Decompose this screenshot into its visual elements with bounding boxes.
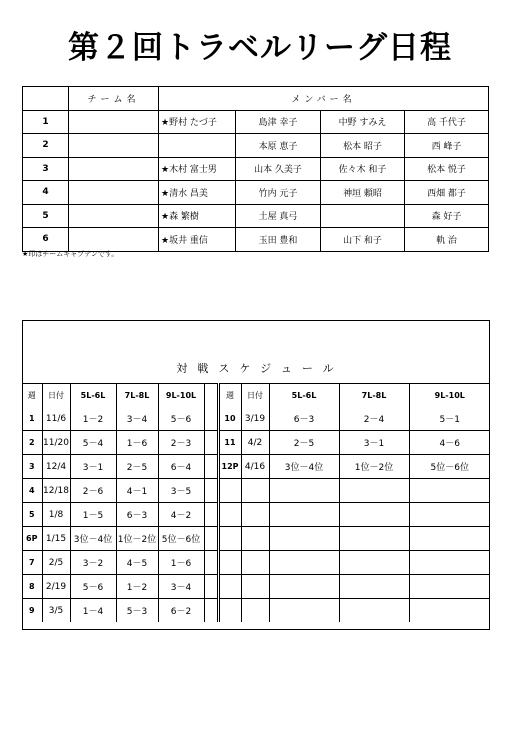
match-7l-8l: 2－4 (339, 407, 409, 431)
week-number (218, 479, 241, 503)
header-week: 週 (218, 384, 241, 408)
schedule-row (22, 407, 490, 431)
match-5l-6l: 6－3 (269, 407, 339, 431)
week-number (218, 551, 241, 575)
team-name (69, 157, 159, 181)
match-5l-6l: 1－2 (70, 407, 116, 431)
match-date: 1/15 (42, 527, 70, 551)
captain-name: ★野村 たづ子 (159, 110, 236, 134)
header-member-names: メンバー名 (159, 87, 489, 111)
match-9l-10l: 3－4 (158, 575, 204, 599)
match-5l-6l: 5－4 (70, 431, 116, 455)
match-5l-6l (269, 479, 339, 503)
match-7l-8l: 1位－2位 (339, 455, 409, 479)
member-name (321, 204, 405, 228)
column-divider (204, 527, 218, 551)
match-7l-8l: 1－6 (116, 431, 158, 455)
match-5l-6l (269, 599, 339, 623)
match-9l-10l: 4－6 (409, 431, 490, 455)
match-9l-10l: 5－6 (158, 407, 204, 431)
captain-name: ★木村 富士男 (159, 157, 236, 181)
week-number: 9 (22, 599, 42, 623)
match-7l-8l: 1－2 (116, 575, 158, 599)
team-number: 6 (23, 228, 69, 252)
match-9l-10l: 5位－6位 (158, 527, 204, 551)
column-divider (204, 479, 218, 503)
team-name (69, 181, 159, 205)
match-7l-8l (339, 503, 409, 527)
match-date (241, 503, 269, 527)
schedule-table (22, 383, 490, 622)
match-5l-6l (269, 527, 339, 551)
match-7l-8l (339, 575, 409, 599)
column-divider (204, 575, 218, 599)
match-7l-8l (339, 479, 409, 503)
member-name: 佐々木 和子 (321, 157, 405, 181)
member-name: 森 好子 (405, 204, 489, 228)
team-name (69, 204, 159, 228)
match-5l-6l: 1－4 (70, 599, 116, 623)
schedule-row (22, 599, 490, 623)
match-date: 11/6 (42, 407, 70, 431)
schedule-row (22, 479, 490, 503)
column-divider (204, 431, 218, 455)
match-date: 2/19 (42, 575, 70, 599)
match-9l-10l (409, 479, 490, 503)
match-9l-10l: 6－4 (158, 455, 204, 479)
column-divider (204, 599, 218, 623)
member-name: 山本 久美子 (236, 157, 321, 181)
column-divider (204, 407, 218, 431)
match-9l-10l (409, 527, 490, 551)
match-9l-10l: 6－2 (158, 599, 204, 623)
week-number: 1 (22, 407, 42, 431)
week-number: 7 (22, 551, 42, 575)
match-date (241, 479, 269, 503)
match-date: 3/19 (241, 407, 269, 431)
match-5l-6l: 2－6 (70, 479, 116, 503)
week-number: 8 (22, 575, 42, 599)
header-date: 日付 (42, 384, 70, 408)
week-number: 10 (218, 407, 241, 431)
header-7l-8l: 7L-8L (116, 384, 158, 408)
week-number: 4 (22, 479, 42, 503)
team-row (23, 157, 489, 181)
header-date: 日付 (241, 384, 269, 408)
member-name: 西 峰子 (405, 134, 489, 158)
page-title: 第２回トラベルリーグ日程 (68, 30, 452, 66)
match-date: 4/2 (241, 431, 269, 455)
match-date: 3/5 (42, 599, 70, 623)
match-date (241, 575, 269, 599)
member-name: 神垣 頼昭 (321, 181, 405, 205)
team-row (23, 204, 489, 228)
team-number: 5 (23, 204, 69, 228)
captain-name: ★坂井 重信 (159, 228, 236, 252)
team-row (23, 181, 489, 205)
match-5l-6l: 2－5 (269, 431, 339, 455)
match-9l-10l: 4－2 (158, 503, 204, 527)
member-name: 軌 治 (405, 228, 489, 252)
members-table (22, 86, 489, 252)
header-9l-10l: 9L-10L (158, 384, 204, 408)
match-9l-10l (409, 551, 490, 575)
match-9l-10l (409, 503, 490, 527)
match-date: 12/4 (42, 455, 70, 479)
member-name: 土屋 真弓 (236, 204, 321, 228)
match-date: 2/5 (42, 551, 70, 575)
match-9l-10l: 5－1 (409, 407, 490, 431)
header-team-name: チーム名 (69, 87, 159, 111)
schedule-row (22, 527, 490, 551)
week-number: 11 (218, 431, 241, 455)
column-divider (204, 455, 218, 479)
members-header-row (23, 87, 489, 111)
week-number (218, 527, 241, 551)
match-9l-10l: 2－3 (158, 431, 204, 455)
match-7l-8l (339, 527, 409, 551)
schedule-header-row (22, 384, 490, 408)
match-7l-8l: 3－1 (339, 431, 409, 455)
match-date (241, 527, 269, 551)
match-9l-10l: 1－6 (158, 551, 204, 575)
column-divider (204, 384, 218, 408)
header-7l-8l: 7L-8L (339, 384, 409, 408)
match-9l-10l: 5位－6位 (409, 455, 490, 479)
match-5l-6l (269, 503, 339, 527)
match-date: 4/16 (241, 455, 269, 479)
schedule-row (22, 575, 490, 599)
match-7l-8l (339, 551, 409, 575)
header-week: 週 (22, 384, 42, 408)
member-name: 玉田 豊和 (236, 228, 321, 252)
match-date: 12/18 (42, 479, 70, 503)
header-5l-6l: 5L-6L (70, 384, 116, 408)
header-9l-10l: 9L-10L (409, 384, 490, 408)
schedule-title: 対戦スケジュール (176, 362, 344, 375)
member-name: 山下 和子 (321, 228, 405, 252)
column-divider (204, 551, 218, 575)
match-date (241, 551, 269, 575)
match-7l-8l: 6－3 (116, 503, 158, 527)
team-number: 4 (23, 181, 69, 205)
column-divider (204, 503, 218, 527)
team-row (23, 134, 489, 158)
match-5l-6l (269, 551, 339, 575)
match-5l-6l: 3位－4位 (70, 527, 116, 551)
match-7l-8l (339, 599, 409, 623)
schedule-row (22, 503, 490, 527)
captain-name: ★清水 昌美 (159, 181, 236, 205)
match-7l-8l: 5－3 (116, 599, 158, 623)
member-name: 中野 すみえ (321, 110, 405, 134)
week-number: 5 (22, 503, 42, 527)
schedule-row (22, 455, 490, 479)
match-7l-8l: 4－5 (116, 551, 158, 575)
match-5l-6l: 3－1 (70, 455, 116, 479)
match-5l-6l: 5－6 (70, 575, 116, 599)
team-name (69, 228, 159, 252)
match-5l-6l (269, 575, 339, 599)
match-date: 11/20 (42, 431, 70, 455)
team-row (23, 228, 489, 252)
match-5l-6l: 3位－4位 (269, 455, 339, 479)
team-number: 2 (23, 134, 69, 158)
week-number (218, 503, 241, 527)
team-name (69, 110, 159, 134)
member-name: 西畑 都子 (405, 181, 489, 205)
match-5l-6l: 3－2 (70, 551, 116, 575)
header-5l-6l: 5L-6L (269, 384, 339, 408)
schedule-row (22, 431, 490, 455)
member-name: 高 千代子 (405, 110, 489, 134)
week-number: 3 (22, 455, 42, 479)
match-7l-8l: 3－4 (116, 407, 158, 431)
member-name: 島津 幸子 (236, 110, 321, 134)
team-name (69, 134, 159, 158)
captain-name: ★森 繁樹 (159, 204, 236, 228)
schedule-row (22, 551, 490, 575)
match-9l-10l (409, 575, 490, 599)
member-name: 本原 恵子 (236, 134, 321, 158)
member-name: 松本 昭子 (321, 134, 405, 158)
match-7l-8l: 4－1 (116, 479, 158, 503)
team-number: 1 (23, 110, 69, 134)
match-date (241, 599, 269, 623)
match-9l-10l (409, 599, 490, 623)
match-5l-6l: 1－5 (70, 503, 116, 527)
week-number (218, 599, 241, 623)
match-7l-8l: 2－5 (116, 455, 158, 479)
match-9l-10l: 3－5 (158, 479, 204, 503)
week-number: 2 (22, 431, 42, 455)
header-blank (23, 87, 69, 111)
captain-name (159, 134, 236, 158)
match-date: 1/8 (42, 503, 70, 527)
captain-note: ★印はチームキャプテンです。 (22, 250, 119, 258)
member-name: 松本 悦子 (405, 157, 489, 181)
week-number: 12P (218, 455, 241, 479)
week-number: 6P (22, 527, 42, 551)
match-7l-8l: 1位－2位 (116, 527, 158, 551)
team-row (23, 110, 489, 134)
week-number (218, 575, 241, 599)
member-name: 竹内 元子 (236, 181, 321, 205)
team-number: 3 (23, 157, 69, 181)
